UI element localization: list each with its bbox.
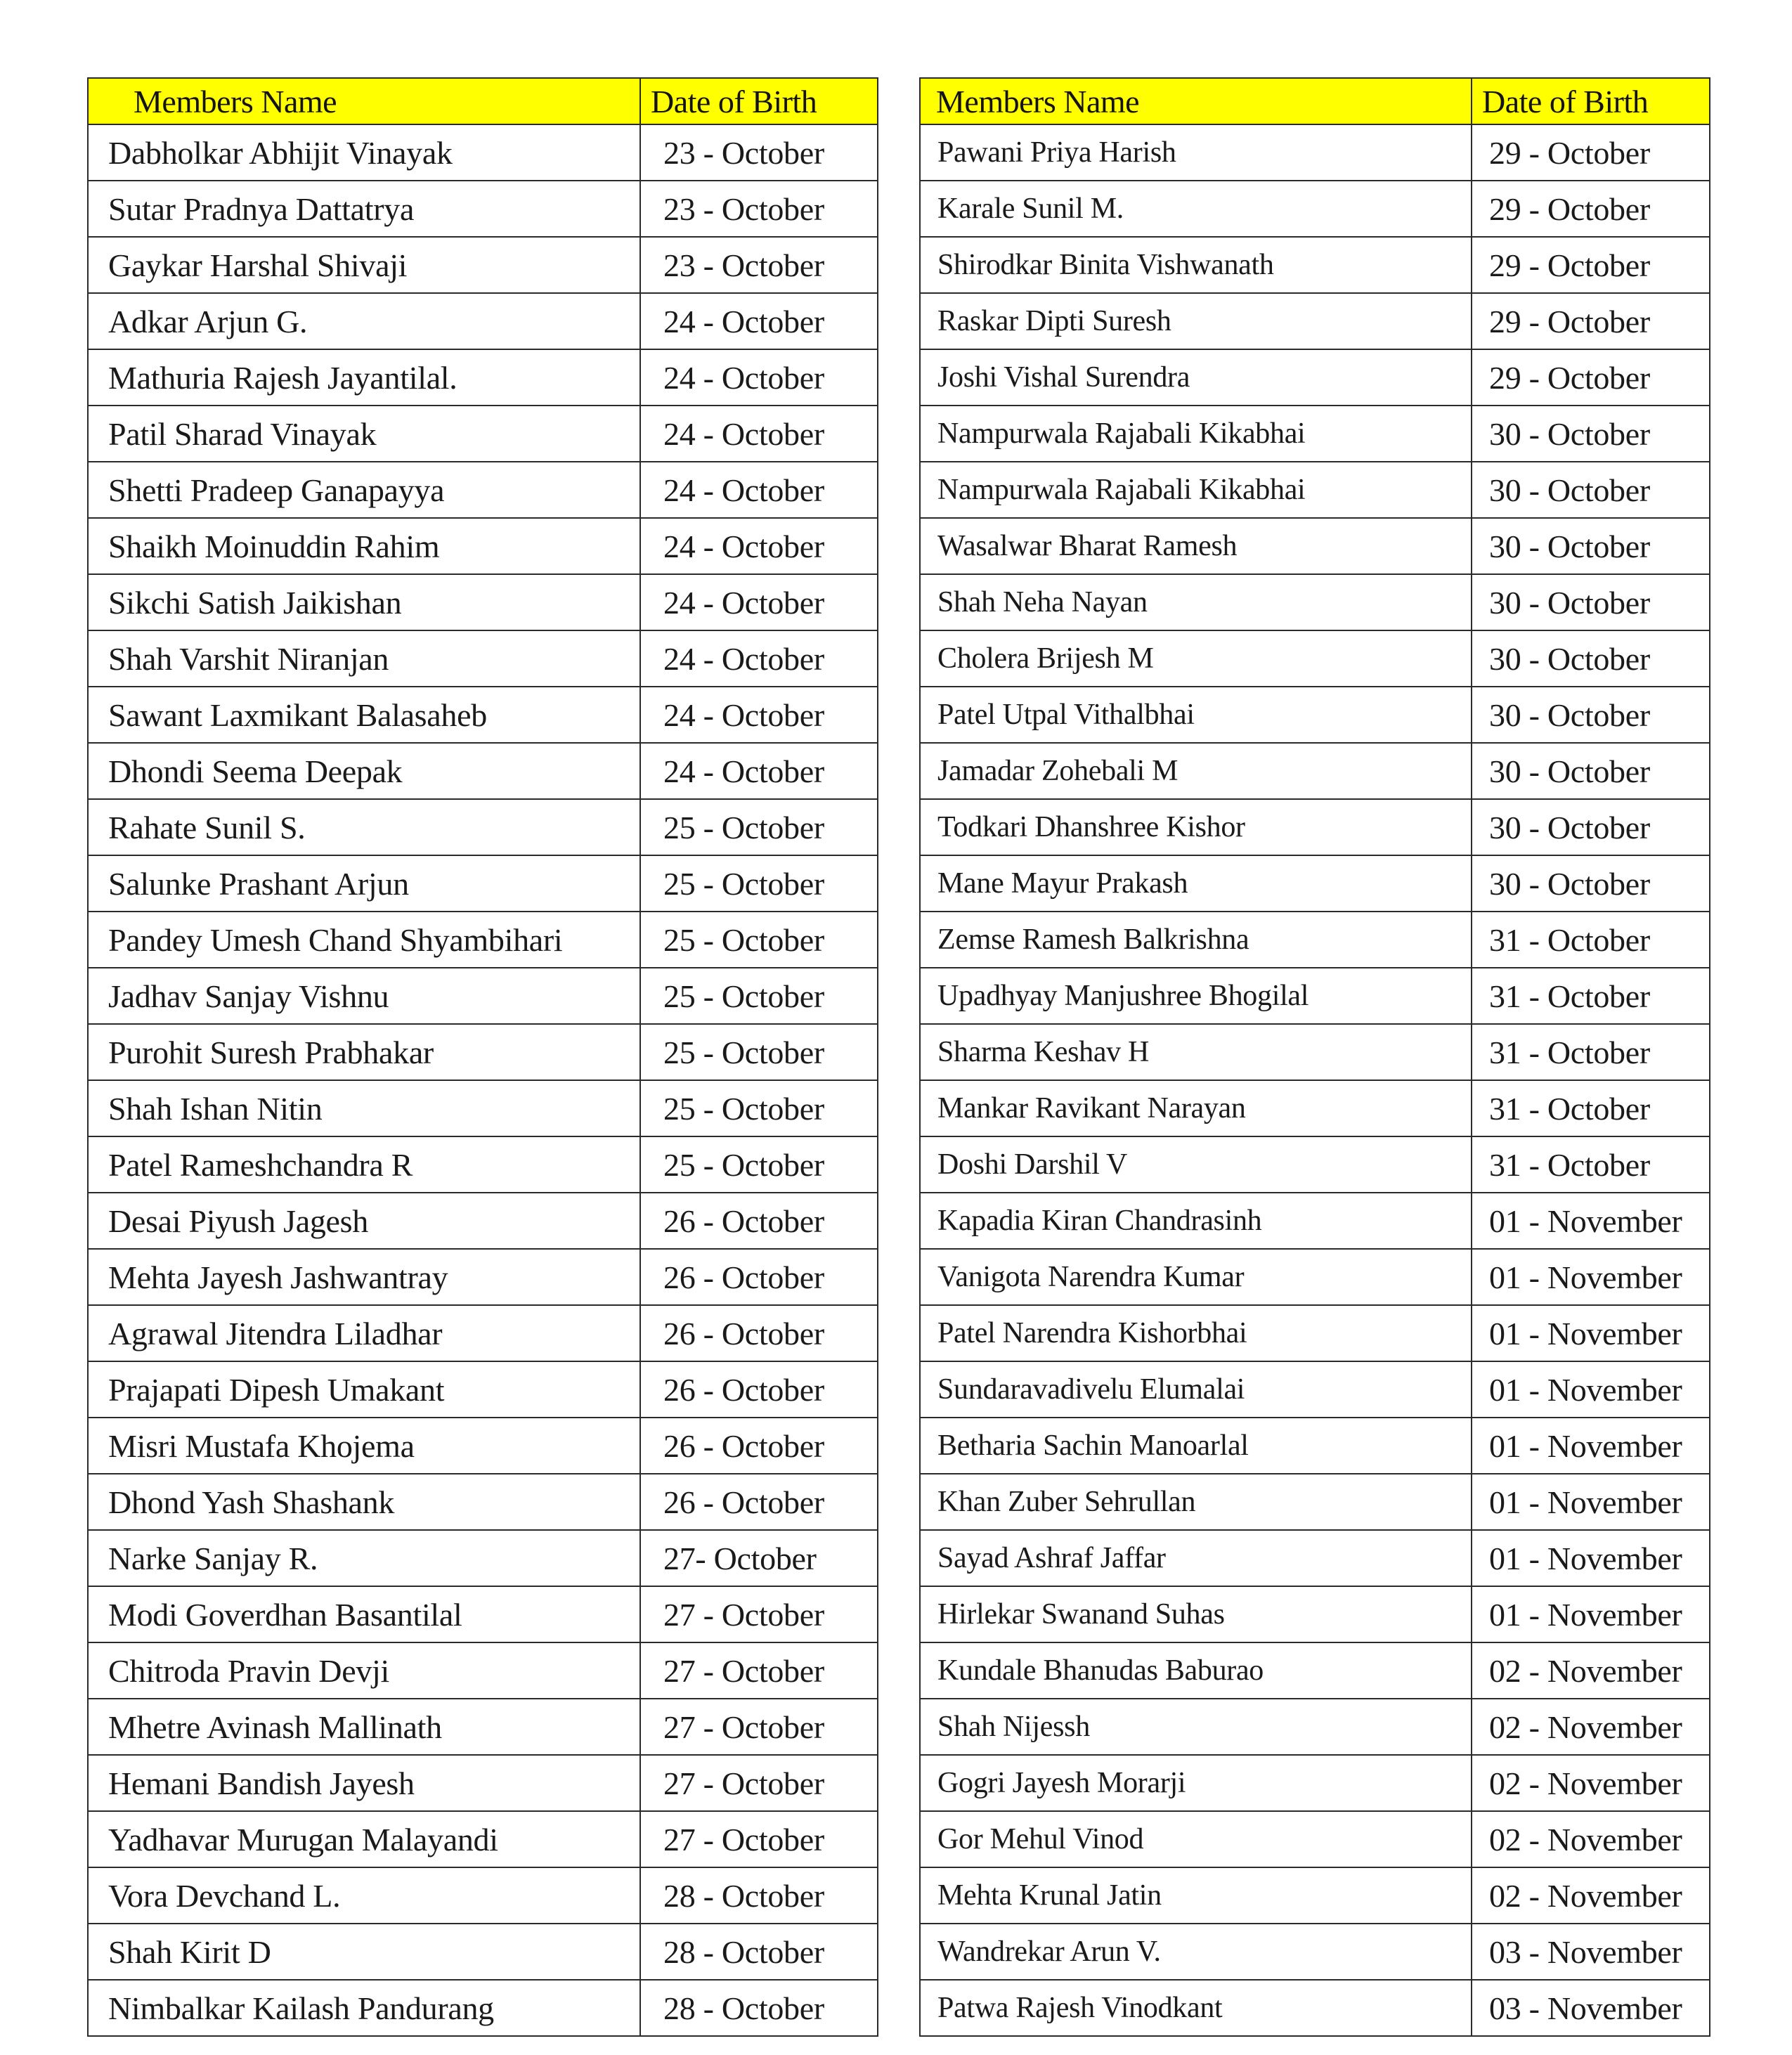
table-row bbox=[920, 1361, 1710, 1418]
member-name-cell: Shetti Pradeep Ganapayya bbox=[88, 462, 640, 518]
member-name-cell: Patel Rameshchandra R bbox=[88, 1136, 640, 1193]
date-of-birth-cell: 31 - October bbox=[1472, 1080, 1710, 1136]
date-of-birth-cell: 01 - November bbox=[1472, 1586, 1710, 1642]
table-row bbox=[920, 181, 1710, 237]
date-of-birth-cell: 25 - October bbox=[640, 968, 878, 1024]
table-row bbox=[88, 687, 878, 743]
table-row bbox=[88, 630, 878, 687]
table-row bbox=[88, 743, 878, 799]
member-name-cell: Rahate Sunil S. bbox=[88, 799, 640, 855]
member-name-cell: Kundale Bhanudas Baburao bbox=[920, 1642, 1472, 1699]
member-name-cell: Cholera Brijesh M bbox=[920, 630, 1472, 687]
date-of-birth-cell: 23 - October bbox=[640, 181, 878, 237]
member-name-cell: Prajapati Dipesh Umakant bbox=[88, 1361, 640, 1418]
date-of-birth-cell: 26 - October bbox=[640, 1474, 878, 1530]
table-row bbox=[920, 1811, 1710, 1867]
table-row bbox=[88, 462, 878, 518]
member-name-cell: Salunke Prashant Arjun bbox=[88, 855, 640, 912]
date-of-birth-cell: 29 - October bbox=[1472, 181, 1710, 237]
member-name-cell: Joshi Vishal Surendra bbox=[920, 349, 1472, 406]
table-row bbox=[88, 1024, 878, 1080]
member-name-cell: Hirlekar Swanand Suhas bbox=[920, 1586, 1472, 1642]
date-of-birth-cell: 31 - October bbox=[1472, 1024, 1710, 1080]
date-of-birth-cell: 25 - October bbox=[640, 1136, 878, 1193]
table-row bbox=[920, 1586, 1710, 1642]
table-body bbox=[88, 124, 878, 2036]
table-row bbox=[920, 799, 1710, 855]
table-row bbox=[920, 1474, 1710, 1530]
table-row bbox=[88, 1305, 878, 1361]
date-of-birth-cell: 01 - November bbox=[1472, 1305, 1710, 1361]
date-of-birth-cell: 27 - October bbox=[640, 1586, 878, 1642]
table-row bbox=[920, 855, 1710, 912]
member-name-cell: Mankar Ravikant Narayan bbox=[920, 1080, 1472, 1136]
member-name-cell: Misri Mustafa Khojema bbox=[88, 1418, 640, 1474]
table-row bbox=[88, 237, 878, 293]
member-name-cell: Shah Varshit Niranjan bbox=[88, 630, 640, 687]
table-row bbox=[920, 349, 1710, 406]
table-row bbox=[920, 1418, 1710, 1474]
date-of-birth-cell: 27 - October bbox=[640, 1699, 878, 1755]
table-row bbox=[920, 1080, 1710, 1136]
member-name-cell: Wasalwar Bharat Ramesh bbox=[920, 518, 1472, 574]
date-of-birth-cell: 25 - October bbox=[640, 799, 878, 855]
date-of-birth-cell: 25 - October bbox=[640, 912, 878, 968]
date-of-birth-cell: 24 - October bbox=[640, 687, 878, 743]
date-of-birth-cell: 28 - October bbox=[640, 1980, 878, 2036]
table-row bbox=[88, 1249, 878, 1305]
table-row bbox=[88, 1924, 878, 1980]
date-of-birth-cell: 25 - October bbox=[640, 855, 878, 912]
table-row bbox=[920, 1136, 1710, 1193]
table-row bbox=[88, 1980, 878, 2036]
member-name-cell: Sundaravadivelu Elumalai bbox=[920, 1361, 1472, 1418]
table-body bbox=[920, 124, 1710, 2036]
date-of-birth-cell: 24 - October bbox=[640, 462, 878, 518]
header-row bbox=[88, 78, 878, 124]
member-name-cell: Shah Kirit D bbox=[88, 1924, 640, 1980]
table-row bbox=[88, 855, 878, 912]
member-name-cell: Gaykar Harshal Shivaji bbox=[88, 237, 640, 293]
date-of-birth-cell: 24 - October bbox=[640, 406, 878, 462]
date-of-birth-cell: 30 - October bbox=[1472, 687, 1710, 743]
date-of-birth-cell: 30 - October bbox=[1472, 630, 1710, 687]
member-name-cell: Sayad Ashraf Jaffar bbox=[920, 1530, 1472, 1586]
date-of-birth-cell: 26 - October bbox=[640, 1361, 878, 1418]
member-name-cell: Mhetre Avinash Mallinath bbox=[88, 1699, 640, 1755]
right-birthday-table bbox=[919, 77, 1710, 2037]
table-row bbox=[88, 1642, 878, 1699]
date-of-birth-cell: 26 - October bbox=[640, 1418, 878, 1474]
date-of-birth-cell: 30 - October bbox=[1472, 574, 1710, 630]
member-name-cell: Jamadar Zohebali M bbox=[920, 743, 1472, 799]
date-of-birth-cell: 30 - October bbox=[1472, 462, 1710, 518]
table-row bbox=[920, 124, 1710, 181]
date-of-birth-cell: 30 - October bbox=[1472, 406, 1710, 462]
member-name-cell: Jadhav Sanjay Vishnu bbox=[88, 968, 640, 1024]
date-of-birth-cell: 24 - October bbox=[640, 518, 878, 574]
member-name-cell: Mehta Jayesh Jashwantray bbox=[88, 1249, 640, 1305]
date-of-birth-cell: 30 - October bbox=[1472, 855, 1710, 912]
member-name-cell: Karale Sunil M. bbox=[920, 181, 1472, 237]
member-name-cell: Vanigota Narendra Kumar bbox=[920, 1249, 1472, 1305]
table-row bbox=[920, 1249, 1710, 1305]
table-row bbox=[88, 1699, 878, 1755]
member-name-cell: Pawani Priya Harish bbox=[920, 124, 1472, 181]
table-row bbox=[88, 799, 878, 855]
table-row bbox=[88, 406, 878, 462]
table-row bbox=[920, 1193, 1710, 1249]
member-name-cell: Mathuria Rajesh Jayantilal. bbox=[88, 349, 640, 406]
member-name-cell: Nampurwala Rajabali Kikabhai bbox=[920, 462, 1472, 518]
member-name-cell: Yadhavar Murugan Malayandi bbox=[88, 1811, 640, 1867]
member-name-cell: Todkari Dhanshree Kishor bbox=[920, 799, 1472, 855]
table-row bbox=[88, 1530, 878, 1586]
date-of-birth-cell: 29 - October bbox=[1472, 293, 1710, 349]
member-name-cell: Sutar Pradnya Dattatrya bbox=[88, 181, 640, 237]
table-row bbox=[88, 912, 878, 968]
date-of-birth-cell: 24 - October bbox=[640, 293, 878, 349]
member-name-cell: Kapadia Kiran Chandrasinh bbox=[920, 1193, 1472, 1249]
member-name-cell: Upadhyay Manjushree Bhogilal bbox=[920, 968, 1472, 1024]
table-row bbox=[920, 968, 1710, 1024]
member-name-cell: Narke Sanjay R. bbox=[88, 1530, 640, 1586]
member-name-cell: Mehta Krunal Jatin bbox=[920, 1867, 1472, 1924]
date-of-birth-cell: 24 - October bbox=[640, 349, 878, 406]
date-of-birth-cell: 27- October bbox=[640, 1530, 878, 1586]
date-of-birth-cell: 24 - October bbox=[640, 630, 878, 687]
table-row bbox=[88, 1755, 878, 1811]
date-of-birth-cell: 30 - October bbox=[1472, 799, 1710, 855]
table-row bbox=[88, 1080, 878, 1136]
member-name-cell: Sikchi Satish Jaikishan bbox=[88, 574, 640, 630]
member-name-cell: Chitroda Pravin Devji bbox=[88, 1642, 640, 1699]
table-row bbox=[920, 743, 1710, 799]
member-name-cell: Purohit Suresh Prabhakar bbox=[88, 1024, 640, 1080]
date-of-birth-cell: 28 - October bbox=[640, 1867, 878, 1924]
member-name-cell: Khan Zuber Sehrullan bbox=[920, 1474, 1472, 1530]
table-row bbox=[88, 968, 878, 1024]
date-of-birth-cell: 01 - November bbox=[1472, 1418, 1710, 1474]
member-name-cell: Gogri Jayesh Morarji bbox=[920, 1755, 1472, 1811]
date-of-birth-cell: 29 - October bbox=[1472, 237, 1710, 293]
date-of-birth-cell: 29 - October bbox=[1472, 349, 1710, 406]
member-name-cell: Shirodkar Binita Vishwanath bbox=[920, 237, 1472, 293]
member-name-cell: Sawant Laxmikant Balasaheb bbox=[88, 687, 640, 743]
table-row bbox=[88, 1474, 878, 1530]
date-of-birth-cell: 01 - November bbox=[1472, 1361, 1710, 1418]
date-of-birth-cell: 01 - November bbox=[1472, 1474, 1710, 1530]
member-name-cell: Betharia Sachin Manoarlal bbox=[920, 1418, 1472, 1474]
table-row bbox=[920, 1530, 1710, 1586]
table-row bbox=[88, 1418, 878, 1474]
table-row bbox=[88, 574, 878, 630]
date-of-birth-cell: 24 - October bbox=[640, 574, 878, 630]
member-name-cell: Raskar Dipti Suresh bbox=[920, 293, 1472, 349]
member-name-cell: Modi Goverdhan Basantilal bbox=[88, 1586, 640, 1642]
table-row bbox=[920, 912, 1710, 968]
member-name-cell: Patel Utpal Vithalbhai bbox=[920, 687, 1472, 743]
member-name-cell: Dhond Yash Shashank bbox=[88, 1474, 640, 1530]
date-of-birth-cell: 01 - November bbox=[1472, 1249, 1710, 1305]
table-row bbox=[920, 293, 1710, 349]
member-name-cell: Gor Mehul Vinod bbox=[920, 1811, 1472, 1867]
date-of-birth-cell: 26 - October bbox=[640, 1249, 878, 1305]
date-of-birth-cell: 03 - November bbox=[1472, 1980, 1710, 2036]
date-of-birth-cell: 27 - October bbox=[640, 1755, 878, 1811]
date-of-birth-cell: 02 - November bbox=[1472, 1755, 1710, 1811]
table-row bbox=[88, 1193, 878, 1249]
member-name-cell: Zemse Ramesh Balkrishna bbox=[920, 912, 1472, 968]
member-name-cell: Shaikh Moinuddin Rahim bbox=[88, 518, 640, 574]
member-name-cell: Hemani Bandish Jayesh bbox=[88, 1755, 640, 1811]
date-of-birth-cell: 25 - October bbox=[640, 1080, 878, 1136]
date-of-birth-cell: 27 - October bbox=[640, 1642, 878, 1699]
date-of-birth-cell: 31 - October bbox=[1472, 968, 1710, 1024]
member-name-cell: Dabholkar Abhijit Vinayak bbox=[88, 124, 640, 181]
table-row bbox=[88, 124, 878, 181]
date-of-birth-cell: 28 - October bbox=[640, 1924, 878, 1980]
date-of-birth-cell: 02 - November bbox=[1472, 1811, 1710, 1867]
date-of-birth-header: Date of Birth bbox=[640, 78, 878, 124]
table-row bbox=[88, 349, 878, 406]
date-of-birth-cell: 23 - October bbox=[640, 124, 878, 181]
date-of-birth-cell: 03 - November bbox=[1472, 1924, 1710, 1980]
left-birthday-table bbox=[87, 77, 878, 2037]
date-of-birth-cell: 26 - October bbox=[640, 1193, 878, 1249]
table-row bbox=[88, 518, 878, 574]
date-of-birth-cell: 30 - October bbox=[1472, 743, 1710, 799]
table-row bbox=[88, 1811, 878, 1867]
date-of-birth-cell: 23 - October bbox=[640, 237, 878, 293]
member-name-cell: Nimbalkar Kailash Pandurang bbox=[88, 1980, 640, 2036]
date-of-birth-cell: 27 - October bbox=[640, 1811, 878, 1867]
member-name-cell: Shah Neha Nayan bbox=[920, 574, 1472, 630]
table-row bbox=[920, 630, 1710, 687]
member-name-cell: Patwa Rajesh Vinodkant bbox=[920, 1980, 1472, 2036]
members-name-header: Members Name bbox=[920, 78, 1472, 124]
member-name-cell: Pandey Umesh Chand Shyambihari bbox=[88, 912, 640, 968]
table-row bbox=[920, 462, 1710, 518]
date-of-birth-cell: 29 - October bbox=[1472, 124, 1710, 181]
table-row bbox=[88, 1136, 878, 1193]
member-name-cell: Wandrekar Arun V. bbox=[920, 1924, 1472, 1980]
member-name-cell: Desai Piyush Jagesh bbox=[88, 1193, 640, 1249]
member-name-cell: Adkar Arjun G. bbox=[88, 293, 640, 349]
date-of-birth-cell: 01 - November bbox=[1472, 1530, 1710, 1586]
member-name-cell: Sharma Keshav H bbox=[920, 1024, 1472, 1080]
date-of-birth-cell: 24 - October bbox=[640, 743, 878, 799]
header-row bbox=[920, 78, 1710, 124]
table-row bbox=[920, 1305, 1710, 1361]
date-of-birth-cell: 31 - October bbox=[1472, 1136, 1710, 1193]
table-row bbox=[88, 1361, 878, 1418]
member-name-cell: Shah Ishan Nitin bbox=[88, 1080, 640, 1136]
table-row bbox=[920, 1024, 1710, 1080]
date-of-birth-cell: 25 - October bbox=[640, 1024, 878, 1080]
member-name-cell: Dhondi Seema Deepak bbox=[88, 743, 640, 799]
table-row bbox=[88, 1867, 878, 1924]
date-of-birth-cell: 02 - November bbox=[1472, 1642, 1710, 1699]
member-name-cell: Shah Nijessh bbox=[920, 1699, 1472, 1755]
table-row bbox=[920, 1699, 1710, 1755]
member-name-cell: Patil Sharad Vinayak bbox=[88, 406, 640, 462]
table-row bbox=[920, 1867, 1710, 1924]
table-row bbox=[920, 687, 1710, 743]
date-of-birth-header: Date of Birth bbox=[1472, 78, 1710, 124]
member-name-cell: Vora Devchand L. bbox=[88, 1867, 640, 1924]
table-row bbox=[88, 1586, 878, 1642]
member-name-cell: Nampurwala Rajabali Kikabhai bbox=[920, 406, 1472, 462]
table-row bbox=[920, 237, 1710, 293]
table-row bbox=[920, 1924, 1710, 1980]
table-row bbox=[920, 1755, 1710, 1811]
date-of-birth-cell: 02 - November bbox=[1472, 1699, 1710, 1755]
table-row bbox=[88, 181, 878, 237]
table-row bbox=[920, 518, 1710, 574]
member-name-cell: Agrawal Jitendra Liladhar bbox=[88, 1305, 640, 1361]
date-of-birth-cell: 30 - October bbox=[1472, 518, 1710, 574]
table-row bbox=[920, 574, 1710, 630]
member-name-cell: Doshi Darshil V bbox=[920, 1136, 1472, 1193]
table-row bbox=[920, 406, 1710, 462]
table-row bbox=[920, 1980, 1710, 2036]
table-row bbox=[88, 293, 878, 349]
table-row bbox=[920, 1642, 1710, 1699]
date-of-birth-cell: 02 - November bbox=[1472, 1867, 1710, 1924]
member-name-cell: Patel Narendra Kishorbhai bbox=[920, 1305, 1472, 1361]
date-of-birth-cell: 01 - November bbox=[1472, 1193, 1710, 1249]
members-name-header: Members Name bbox=[88, 78, 640, 124]
member-name-cell: Mane Mayur Prakash bbox=[920, 855, 1472, 912]
date-of-birth-cell: 31 - October bbox=[1472, 912, 1710, 968]
date-of-birth-cell: 26 - October bbox=[640, 1305, 878, 1361]
